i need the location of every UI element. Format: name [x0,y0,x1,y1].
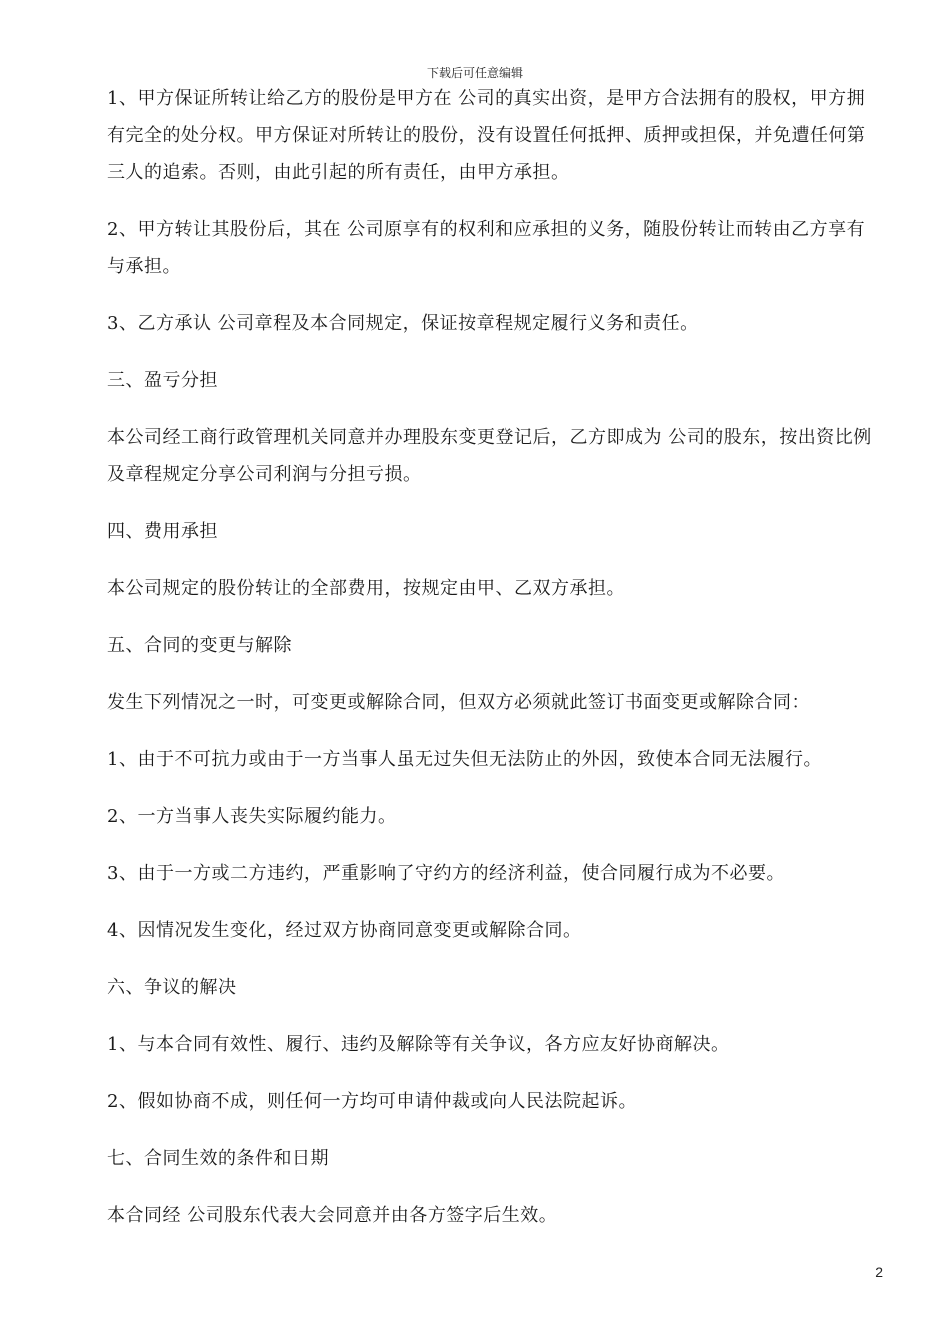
section-heading-profit-loss: 三、盈亏分担 [107,370,218,391]
header-note: 下载后可任意编辑 [426,66,523,80]
change-item-1: 1、由于不可抗力或由于一方当事人虽无过失但无法防止的外因，致使本合同无法履行。 [107,749,822,770]
section-heading-change-termination: 五、合同的变更与解除 [107,635,292,656]
clause-1-warranty: 1、甲方保证所转让给乙方的股份是甲方在 公司的真实出资，是甲方合法拥有的股权，甲方拥有完全的处分权。甲方保证对所转让的股份，没有设置任何抵押、质押或担保，并免遭任何第三人的追索。否则，由此引起的所有责任，由甲方承担。 [107,88,866,183]
clause-2-rights-transfer: 2、甲方转让其股份后，其在 公司原享有的权利和应承担的义务，随股份转让而转由乙方享有与承担。 [107,219,866,277]
change-item-2: 2、一方当事人丧失实际履约能力。 [107,806,397,827]
dispute-item-1: 1、与本合同有效性、履行、违约及解除等有关争议，各方应友好协商解决。 [107,1034,730,1055]
change-item-4: 4、因情况发生变化，经过双方协商同意变更或解除合同。 [107,920,582,941]
section-heading-dispute: 六、争议的解决 [107,977,237,998]
fees-text: 本公司规定的股份转让的全部费用，按规定由甲、乙双方承担。 [107,578,625,599]
dispute-item-2: 2、假如协商不成，则任何一方均可申请仲裁或向人民法院起诉。 [107,1091,637,1112]
clause-3-acceptance: 3、乙方承认 公司章程及本合同规定，保证按章程规定履行义务和责任。 [107,313,699,334]
document-body [107,80,879,1254]
change-termination-intro: 发生下列情况之一时，可变更或解除合同，但双方必须就此签订书面变更或解除合同： [107,692,810,713]
change-item-3: 3、由于一方或二方违约，严重影响了守约方的经济利益，使合同履行成为不必要。 [107,863,785,884]
section-heading-effective: 七、合同生效的条件和日期 [107,1148,329,1169]
section-heading-fees: 四、费用承担 [107,521,218,542]
profit-loss-text: 本公司经工商行政管理机关同意并办理股东变更登记后，乙方即成为 公司的股东，按出资比例及章程规定分享公司利润与分担亏损。 [107,427,872,485]
page-number: 2 [875,1264,883,1280]
effective-text: 本合同经 公司股东代表大会同意并由各方签字后生效。 [107,1205,558,1226]
